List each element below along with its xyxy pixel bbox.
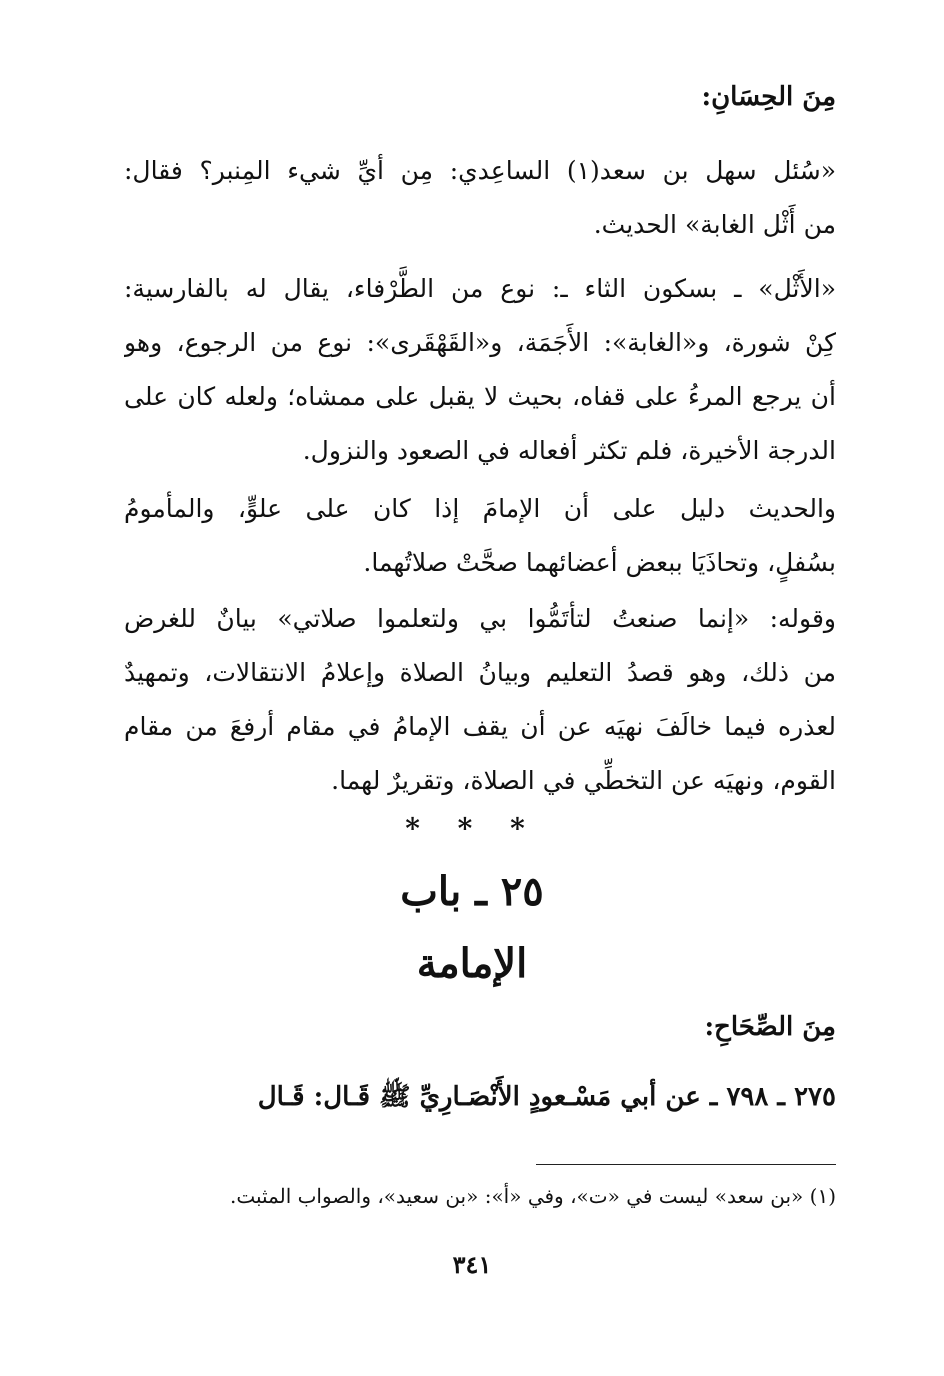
paragraph-saying-explanation [124,592,836,808]
page-number: ٣٤١ [452,1250,492,1279]
text-line: أن يرجع المرءُ على قفاه، بحيث لا يقبل على ممشاه؛ ولعله كان على [124,382,836,411]
text-line: من ذلك، وهو قصدُ التعليم وبيانُ الصلاة وإعلامُ الانتقالات، وتمهيدٌ [124,658,836,687]
footnote: (١) «بن سعد» ليست في «ت»، وفي «أ»: «بن سعيد»، والصواب المثبت. [229,1184,836,1208]
paragraph-athl-explanation [124,262,836,478]
section-heading-sihah: مِنَ الصِّحَاحِ: [704,1012,836,1042]
text-line: كِنْ شورة، و«الغابة»: الأَجَمَة، و«القَهْقَرى»: نوع من الرجوع، وهو [124,328,836,357]
paragraph-sahl-hadith [124,144,836,252]
text-line: «الأَثْل» ـ بسكون الثاء ـ: نوع من الطَّرْفاء، يقال له بالفارسية: [124,274,836,303]
text-line: القوم، ونهيَه عن التخطِّي في الصلاة، وتقريرٌ لهما. [331,766,836,795]
text-line: «سُئل سهل بن سعد(١) الساعِدي: مِن أيِّ شيء المِنبر؟ فقال: [124,156,836,185]
text-line: وقوله: «إنما صنعتُ لتأتَمُّوا بي ولتعلموا صلاتي» بيانٌ للغرض [124,604,836,633]
paragraph-hadith-evidence [124,482,836,590]
text-line: من أَثْل الغابة» الحديث. [593,210,836,239]
footnote-divider [536,1164,836,1165]
text-line: لعذره فيما خالَفَ نهيَه عن أن يقف الإمامُ في مقام أرفعَ من مقام [124,712,836,741]
section-heading-hisan: مِنَ الحِسَانِ: [701,82,836,112]
chapter-title: الإمامة [416,940,528,987]
section-separator: * * * [405,812,539,845]
chapter-number: ٢٥ ـ باب [400,868,544,915]
text-line: والحديث دليل على أن الإمامَ إذا كان على علوٍّ، والمأمومُ [124,494,836,523]
text-line: الدرجة الأخيرة، فلم تكثر أفعاله في الصعود والنزول. [302,436,836,465]
hadith-opening-line: ٢٧٥ ـ ٧٩٨ ـ عن أبي مَسْـعودٍ الأَنْصَـارِيِّ ﷺ قَـال: قَـال [257,1082,836,1112]
text-line: بسُفلٍ، وتحاذَيَا ببعض أعضائهما صحَّتْ صلاتُهما. [363,548,836,577]
